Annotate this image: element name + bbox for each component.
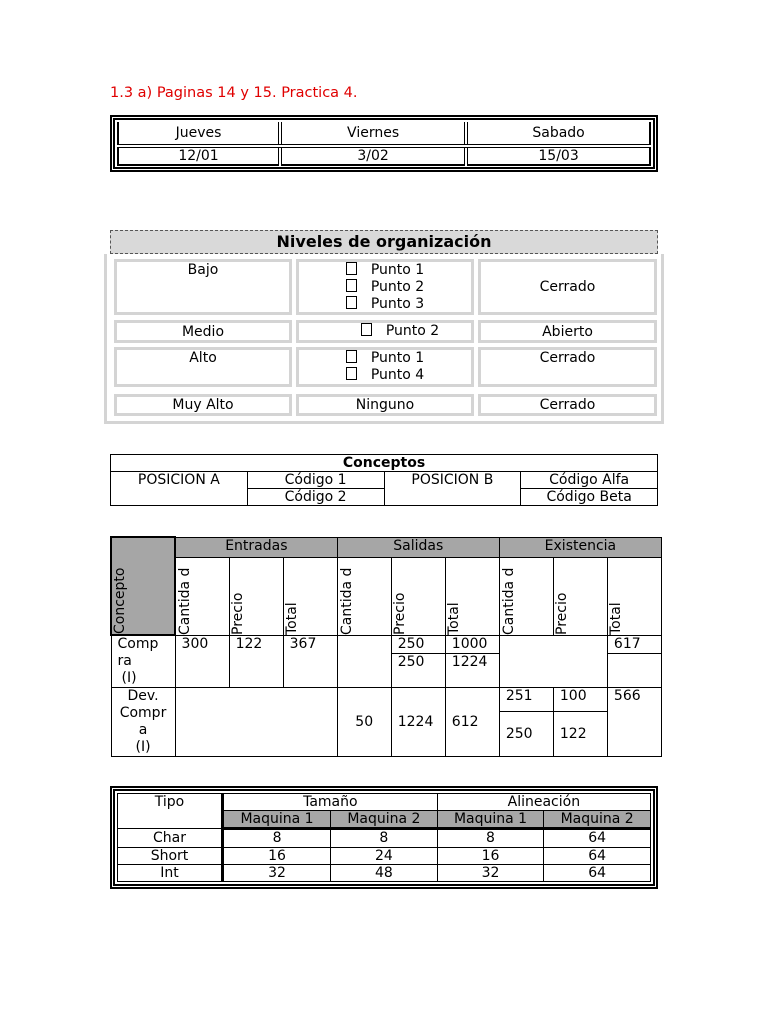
- niveles-table: [104, 254, 664, 424]
- nivel-cell: [114, 320, 292, 343]
- estado-label: Cerrado: [539, 279, 596, 295]
- group-header: Tamaño: [223, 794, 438, 811]
- sub-header: Precio: [229, 557, 283, 635]
- table-cell: 612: [445, 688, 499, 757]
- estado-label: Cerrado: [539, 397, 596, 413]
- conceptos-table: [110, 454, 658, 506]
- day-date: 3/02: [280, 146, 466, 165]
- table-row: [118, 829, 651, 847]
- tipo-name: Int: [118, 864, 223, 881]
- sub-header: Precio: [553, 557, 607, 635]
- maquina-header: Maquina 2: [544, 811, 651, 829]
- list-item: Punto 2: [361, 323, 439, 340]
- table-cell: 300: [175, 635, 229, 688]
- niveles-title: Niveles de organización: [110, 230, 658, 254]
- bullet-icon: [346, 367, 357, 380]
- table-cell: 1224: [445, 653, 499, 687]
- day-header: Viernes: [280, 122, 466, 146]
- tipo-name: Char: [118, 829, 223, 847]
- group-header: Alineación: [437, 794, 650, 811]
- sub-header: Total: [283, 557, 337, 635]
- puntos-cell: [296, 394, 474, 416]
- table-cell: 100: [553, 688, 607, 712]
- posicion-b: POSICION B: [384, 472, 521, 506]
- table-cell: 32: [223, 864, 331, 881]
- bullet-icon: [346, 296, 357, 309]
- table-cell: [337, 635, 391, 688]
- list-item: Punto 1: [346, 350, 424, 367]
- table-cell: 8: [331, 829, 438, 847]
- sub-header: Precio: [391, 557, 445, 635]
- table-cell: 122: [553, 712, 607, 757]
- nivel-label: Medio: [181, 324, 225, 340]
- page-heading: 1.3 a) Paginas 14 y 15. Practica 4.: [110, 85, 358, 101]
- table-cell: 617: [607, 635, 661, 653]
- list-item: Punto 1: [346, 262, 424, 279]
- estado-cell: [478, 320, 657, 343]
- table-cell: 250: [499, 712, 553, 757]
- estado-cell: [478, 347, 657, 387]
- tipo-name: Short: [118, 847, 223, 864]
- table-cell: 566: [607, 688, 661, 757]
- table-cell: 8: [223, 829, 331, 847]
- bullet-icon: [346, 350, 357, 363]
- group-header: Salidas: [337, 537, 499, 557]
- table-cell: [607, 653, 661, 687]
- day-header: Sabado: [466, 122, 650, 146]
- table-cell: [499, 635, 607, 688]
- puntos-cell: [296, 347, 474, 387]
- table-cell: 64: [544, 829, 651, 847]
- table-row: [118, 864, 651, 881]
- conceptos-title: Conceptos: [111, 455, 658, 472]
- puntos-cell: [296, 320, 474, 343]
- table-cell: 1000: [445, 635, 499, 653]
- puntos-cell: [296, 259, 474, 315]
- sub-header: Cantida d: [175, 557, 229, 635]
- table-cell: 16: [223, 847, 331, 864]
- table-cell: [175, 688, 337, 757]
- table-cell: 250: [391, 653, 445, 687]
- codigo-cell: Código 1: [247, 472, 384, 489]
- nivel-label: Alto: [189, 350, 217, 366]
- bullet-icon: [346, 279, 357, 292]
- table-cell: 250: [391, 635, 445, 653]
- group-header: Entradas: [175, 537, 337, 557]
- table-cell: 50: [337, 688, 391, 757]
- list-item: Punto 2: [346, 279, 424, 296]
- table-row: [118, 847, 651, 864]
- sub-header: Total: [607, 557, 661, 635]
- table-cell: 251: [499, 688, 553, 712]
- maquina-header: Maquina 2: [331, 811, 438, 829]
- estado-label: Abierto: [542, 324, 593, 340]
- estado-cell: [478, 259, 657, 315]
- nivel-label: Muy Alto: [172, 397, 234, 413]
- estado-cell: [478, 394, 657, 416]
- ninguno-label: Ninguno: [355, 397, 415, 413]
- bullet-icon: [346, 262, 357, 275]
- group-header: Existencia: [499, 537, 661, 557]
- nivel-label: Bajo: [187, 262, 219, 278]
- codigo-cell: Código Beta: [521, 489, 658, 506]
- bullet-icon: [361, 323, 372, 336]
- table-cell: 32: [437, 864, 544, 881]
- list-item: Punto 4: [346, 367, 424, 384]
- concepto-header: Concepto: [111, 537, 175, 635]
- table-cell: 1224: [391, 688, 445, 757]
- nivel-cell: [114, 394, 292, 416]
- tipo-header: Tipo: [118, 794, 223, 829]
- table-cell: 48: [331, 864, 438, 881]
- sub-header: Total: [445, 557, 499, 635]
- table-cell: 16: [437, 847, 544, 864]
- day-date: 12/01: [118, 146, 280, 165]
- maquina-header: Maquina 1: [223, 811, 331, 829]
- posicion-a: POSICION A: [111, 472, 248, 506]
- nivel-cell: [114, 347, 292, 387]
- days-table: [110, 115, 658, 172]
- nivel-cell: [114, 259, 292, 315]
- tipos-table: [110, 786, 658, 889]
- day-date: 15/03: [466, 146, 650, 165]
- estado-label: Cerrado: [539, 350, 596, 366]
- table-cell: 64: [544, 864, 651, 881]
- list-item: Punto 3: [346, 296, 424, 313]
- concepto-dev: Dev. Compr a (I): [111, 688, 175, 757]
- maquina-header: Maquina 1: [437, 811, 544, 829]
- table-cell: 8: [437, 829, 544, 847]
- concepto-compra: Compra (I): [111, 635, 175, 688]
- codigo-cell: Código 2: [247, 489, 384, 506]
- table-cell: 367: [283, 635, 337, 688]
- sub-header: Cantida d: [499, 557, 553, 635]
- table-cell: 64: [544, 847, 651, 864]
- kardex-table: [110, 536, 662, 757]
- codigo-cell: Código Alfa: [521, 472, 658, 489]
- sub-header: Cantida d: [337, 557, 391, 635]
- table-cell: 24: [331, 847, 438, 864]
- day-header: Jueves: [118, 122, 280, 146]
- table-cell: 122: [229, 635, 283, 688]
